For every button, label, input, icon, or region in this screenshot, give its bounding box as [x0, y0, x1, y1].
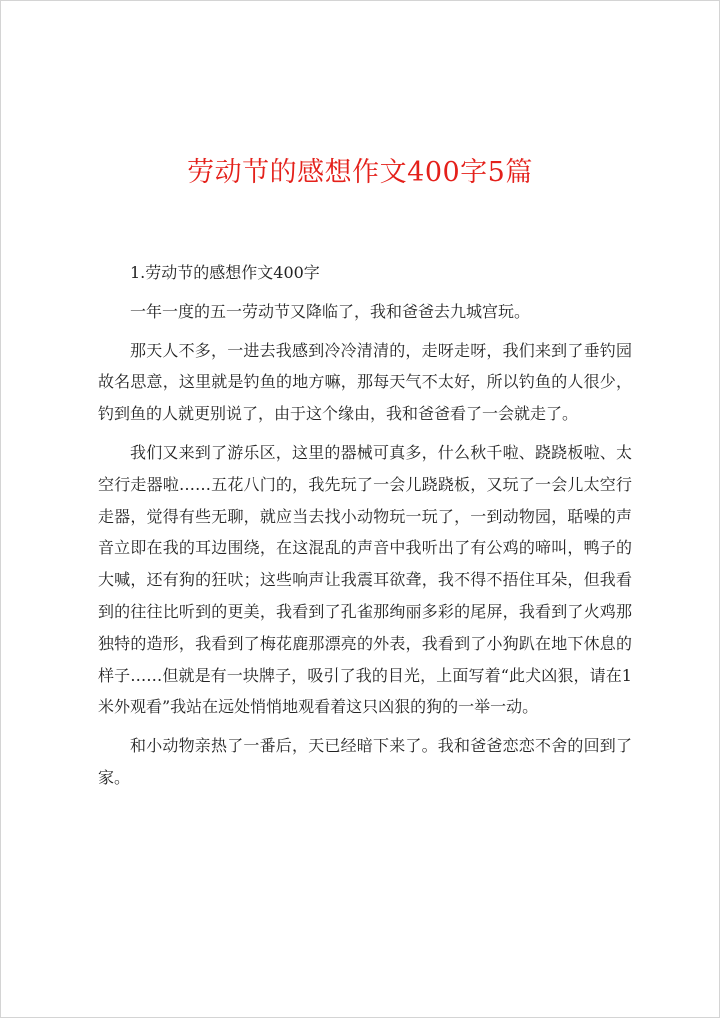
document-body — [98, 257, 632, 794]
paragraph-ending: 和小动物亲热了一番后，天已经暗下来了。我和爸爸恋恋不舍的回到了家。 — [98, 736, 632, 787]
paragraph-subheading: 1.劳动节的感想作文400字 — [130, 263, 320, 282]
paragraph-playground-zoo: 我们又来到了游乐区，这里的器械可真多，什么秋千啦、跷跷板啦、太空行走器啦……五花八门的，我先玩了一会儿跷跷板，又玩了一会儿太空行走器，觉得有些无聊，就应当去找小动物玩一玩了，一到动物园，聒噪的声音立即在我的耳边围绕，在这混乱的声音中我听出了有公鸡的啼叫，鸭子的大喊，还有狗的狂吠；这些响声让我震耳欲聋，我不得不捂住耳朵，但我看到的往往比听到的更美，我看到了孔雀那绚丽多彩的尾屏，我看到了火鸡那独特的造形，我看到了梅花鹿那漂亮的外表，我看到了小狗趴在地下休息的样子……但就是有一块牌子，吸引了我的目光，上面写着“此犬凶狠，请在1米外观看”我站在远处悄悄地观看着这只凶狠的狗的一举一动。 — [98, 442, 632, 717]
paragraph-fishing: 那天人不多，一进去我感到冷冷清清的，走呀走呀，我们来到了垂钓园故名思意，这里就是钓鱼的地方嘛，那每天气不太好，所以钓鱼的人很少，钓到鱼的人就更别说了，由于这个缘由，我和爸爸看了一会就走了。 — [98, 340, 632, 424]
paragraph-intro: 一年一度的五一劳动节又降临了，我和爸爸去九城宫玩。 — [130, 301, 531, 321]
document-title: 劳动节的感想作文400字5篇 — [187, 157, 533, 188]
